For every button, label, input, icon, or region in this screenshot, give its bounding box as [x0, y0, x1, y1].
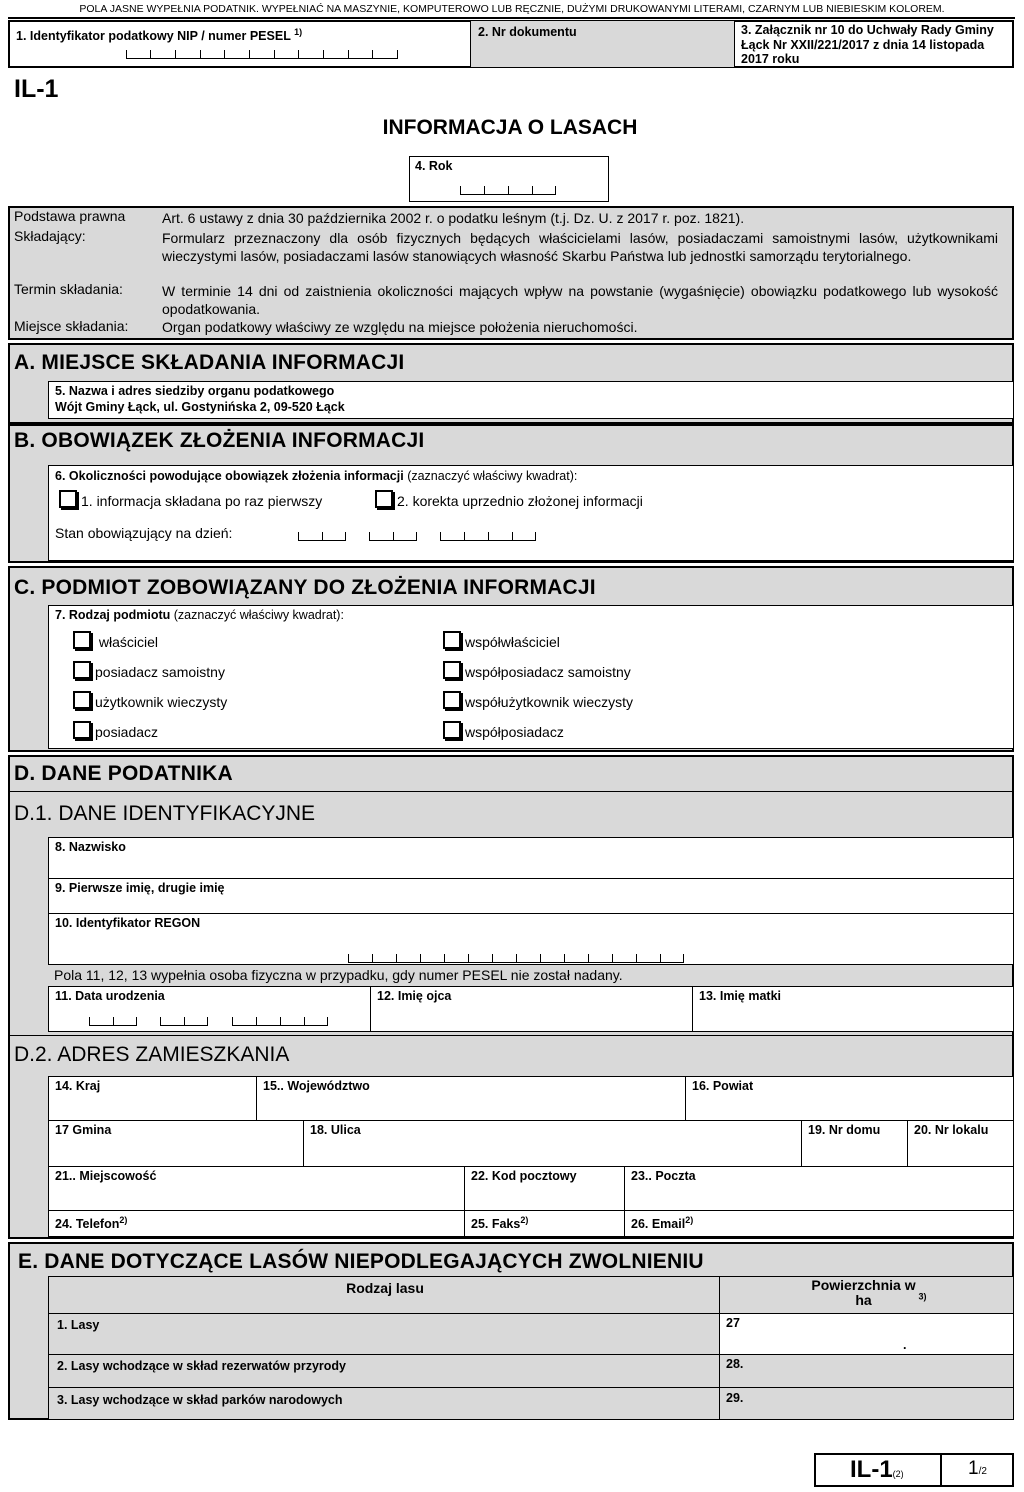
birth-date-label: 11. Data urodzenia	[55, 989, 165, 1003]
country-label: 14. Kraj	[55, 1079, 101, 1093]
father-name-field[interactable]	[370, 986, 693, 1032]
area-header-label: Powierzchnia w ha	[811, 1277, 916, 1308]
year-field[interactable]	[409, 156, 609, 202]
forest-area-field[interactable]: 27 .	[719, 1313, 1014, 1355]
phone-label: 24. Telefon	[55, 1217, 120, 1232]
checkbox-icon[interactable]	[73, 721, 91, 739]
page-title: INFORMACJA O LASACH	[382, 116, 638, 139]
fax-field[interactable]	[464, 1210, 625, 1237]
skladajacy-text: Formularz przeznaczony dla osób fizycznych będących właścicielami lasów, posiadaczami samoistnymi lasów, użytkownikami wieczystymi lasów, posiadaczami lasów stanowiących własność Skarbu Państwa lub jednostki samorządu terytorialnego.	[162, 230, 998, 264]
option-correction[interactable]: 2. korekta uprzednio złożonej informacji	[375, 490, 643, 509]
state-date-label: Stan obowiązujący na dzień:	[55, 525, 233, 541]
locality-field[interactable]	[48, 1166, 465, 1211]
commune-label: 17 Gmina	[55, 1123, 112, 1137]
phone-field[interactable]	[48, 1210, 465, 1237]
option-wspolposiadacz[interactable]: współposiadacz	[443, 721, 564, 740]
footnote-3: 3)	[918, 1291, 927, 1302]
street-field[interactable]	[303, 1120, 802, 1167]
post-office-label: 23.. Poczta	[631, 1169, 696, 1183]
entity-type-field	[48, 605, 1014, 749]
tax-office-value: Wójt Gminy Łąck, ul. Gostynińska 2, 09-520 Łąck	[55, 400, 345, 414]
podstawa-label: Podstawa prawna	[14, 208, 126, 224]
footnote-1: 1)	[294, 27, 303, 37]
apartment-number-label: 20. Nr lokalu	[914, 1123, 989, 1137]
section-d1-title: D.1. DANE IDENTYFIKACYJNE	[14, 802, 316, 825]
regon-boxes	[348, 954, 684, 963]
year-label: 4. Rok	[415, 159, 453, 173]
birth-date-month	[160, 1017, 208, 1026]
birth-date-day	[89, 1017, 137, 1026]
checkbox-icon[interactable]	[443, 631, 461, 649]
postal-code-field[interactable]	[464, 1166, 625, 1211]
section-c-title: C. PODMIOT ZOBOWIĄZANY DO ZŁOŻENIA INFORMACJI	[14, 576, 596, 599]
footnote-2: 2)	[520, 1215, 529, 1225]
state-date-month	[369, 532, 417, 541]
skladajacy-label: Składający:	[14, 228, 86, 244]
document-number-field[interactable]	[470, 21, 735, 67]
podstawa-text: Art. 6 ustawy z dnia 30 października 2002 r. o podatku leśnym (t.j. Dz. U. z 2017 r. poz. 1821).	[162, 210, 745, 226]
voivodeship-field[interactable]	[256, 1076, 686, 1121]
nip-pesel-boxes	[126, 50, 398, 59]
apartment-number-field[interactable]	[907, 1120, 1014, 1167]
option-wspolwlasciciel[interactable]: współwłaściciel	[443, 631, 560, 650]
tax-office-field	[48, 381, 1014, 419]
father-name-label: 12. Imię ojca	[377, 989, 452, 1003]
mother-name-label: 13. Imię matki	[699, 989, 781, 1003]
checkbox-icon[interactable]	[73, 691, 91, 709]
area-header	[719, 1276, 1014, 1314]
circumstances-label: 6. Okoliczności powodujące obowiązek złożenia informacji	[55, 469, 404, 483]
option-wlasciciel[interactable]: właściciel	[73, 631, 158, 650]
section-d2-title: D.2. ADRES ZAMIESZKANIA	[14, 1043, 290, 1066]
entity-type-hint: (zaznaczyć właściwy kwadrat):	[173, 608, 344, 622]
entity-type-label: 7. Rodzaj podmiotu	[55, 608, 171, 622]
footer-divider	[940, 1453, 942, 1487]
commune-field[interactable]	[48, 1120, 304, 1167]
forest-row-label: 1. Lasy	[48, 1313, 720, 1355]
section-d-title: D. DANE PODATNIKA	[14, 762, 233, 785]
street-label: 18. Ulica	[310, 1123, 361, 1137]
option-first-time[interactable]: 1. informacja składana po raz pierwszy	[59, 490, 322, 509]
checkbox-icon[interactable]	[443, 691, 461, 709]
circumstances-field	[48, 465, 1014, 561]
checkbox-correction[interactable]	[375, 490, 393, 508]
section-a-title: A. MIEJSCE SKŁADANIA INFORMACJI	[14, 351, 405, 374]
county-field[interactable]	[685, 1076, 1014, 1121]
locality-label: 21.. Miejscowość	[55, 1169, 157, 1183]
postal-code-label: 22. Kod pocztowy	[471, 1169, 577, 1183]
first-names-field[interactable]	[48, 878, 1014, 914]
footer-form-code: IL-1(2)	[850, 1456, 904, 1483]
checkbox-first-time[interactable]	[59, 490, 77, 508]
footer-page-number: 1/2	[968, 1458, 987, 1479]
footnote-2: 2)	[685, 1215, 694, 1225]
house-number-field[interactable]	[801, 1120, 908, 1167]
top-note: POLA JASNE WYPEŁNIA PODATNIK. WYPEŁNIAĆ NA MASZYNIE, KOMPUTEROWO LUB RĘCZNIE, DUŻYMI DRUKOWANYMI LITERAMI, CZARNYM LUB NIEBIESKIM KOLOREM.	[79, 3, 945, 15]
option-uzytkownik-wieczysty[interactable]: użytkownik wieczysty	[73, 691, 227, 710]
section-d-rule	[8, 791, 1014, 792]
nip-pesel-label: 1. Identyfikator podatkowy NIP / numer PESEL	[16, 29, 291, 44]
top-rule	[8, 17, 1015, 19]
termin-text: W terminie 14 dni od zaistnienia okoliczności mających wpływ na powstanie (wygaśnięcie) obowiązku podatkowego lub wysokość opodatkowania.	[162, 283, 998, 317]
email-label: 26. Email	[631, 1217, 686, 1232]
decimal-separator: .	[903, 1338, 907, 1352]
voivodeship-label: 15.. Województwo	[263, 1079, 370, 1093]
nip-pesel-field[interactable]	[8, 20, 470, 68]
section-e-title: E. DANE DOTYCZĄCE LASÓW NIEPODLEGAJĄCYCH ZWOLNIENIU	[18, 1250, 704, 1273]
footnote-2: 2)	[119, 1215, 128, 1225]
form-code: IL-1	[14, 75, 59, 103]
checkbox-icon[interactable]	[443, 661, 461, 679]
forest-type-header-label: Rodzaj lasu	[346, 1280, 424, 1296]
house-number-label: 19. Nr domu	[808, 1123, 881, 1137]
option-wspoluzytkownik-wieczysty[interactable]: współużytkownik wieczysty	[443, 691, 633, 710]
option-posiadacz-samoistny[interactable]: posiadacz samoistny	[73, 661, 225, 680]
park-area-field[interactable]: 29.	[719, 1387, 1014, 1420]
fax-label: 25. Faks	[471, 1217, 521, 1232]
first-names-label: 9. Pierwsze imię, drugie imię	[55, 881, 225, 895]
reserve-area-field[interactable]: 28.	[719, 1354, 1014, 1388]
checkbox-icon[interactable]	[73, 661, 91, 679]
birth-date-field[interactable]	[48, 986, 371, 1032]
pesel-note: Pola 11, 12, 13 wypełnia osoba fizyczna w przypadku, gdy numer PESEL nie został nadany.	[54, 967, 623, 983]
reserve-row-label: 2. Lasy wchodzące w skład rezerwatów przyrody	[48, 1354, 720, 1388]
termin-label: Termin składania:	[14, 281, 123, 297]
circumstances-hint: (zaznaczyć właściwy kwadrat):	[407, 469, 578, 483]
attachment-note: 3. Załącznik nr 10 do Uchwały Rady Gminy Łąck Nr XXII/221/2017 z dnia 14 listopada 2017 roku	[741, 23, 994, 65]
year-boxes	[460, 186, 556, 195]
park-row-label: 3. Lasy wchodzące w skład parków narodowych	[48, 1387, 720, 1420]
county-label: 16. Powiat	[692, 1079, 754, 1093]
option-wspolposiadacz-samoistny[interactable]: współposiadacz samoistny	[443, 661, 631, 680]
checkbox-icon[interactable]	[443, 721, 461, 739]
surname-label: 8. Nazwisko	[55, 840, 126, 854]
document-number-label: 2. Nr dokumentu	[478, 25, 577, 39]
post-office-field[interactable]	[624, 1166, 1014, 1211]
state-date-year	[440, 532, 536, 541]
section-d2-rule	[8, 1035, 1014, 1036]
section-b-title: B. OBOWIĄZEK ZŁOŻENIA INFORMACJI	[14, 429, 425, 452]
miejsce-label: Miejsce składania:	[14, 318, 129, 334]
mother-name-field[interactable]	[692, 986, 1014, 1032]
checkbox-icon[interactable]	[73, 631, 91, 649]
forest-type-header	[48, 1276, 720, 1314]
tax-office-label: 5. Nazwa i adres siedziby organu podatkowego	[55, 384, 335, 398]
state-date-day	[298, 532, 346, 541]
regon-label: 10. Identyfikator REGON	[55, 916, 201, 930]
email-field[interactable]	[624, 1210, 1014, 1237]
country-field[interactable]	[48, 1076, 257, 1121]
surname-field[interactable]	[48, 837, 1014, 879]
miejsce-text: Organ podatkowy właściwy ze względu na miejsce położenia nieruchomości.	[162, 319, 638, 335]
birth-date-year	[232, 1017, 328, 1026]
option-posiadacz[interactable]: posiadacz	[73, 721, 158, 740]
regon-field[interactable]	[48, 913, 1014, 965]
